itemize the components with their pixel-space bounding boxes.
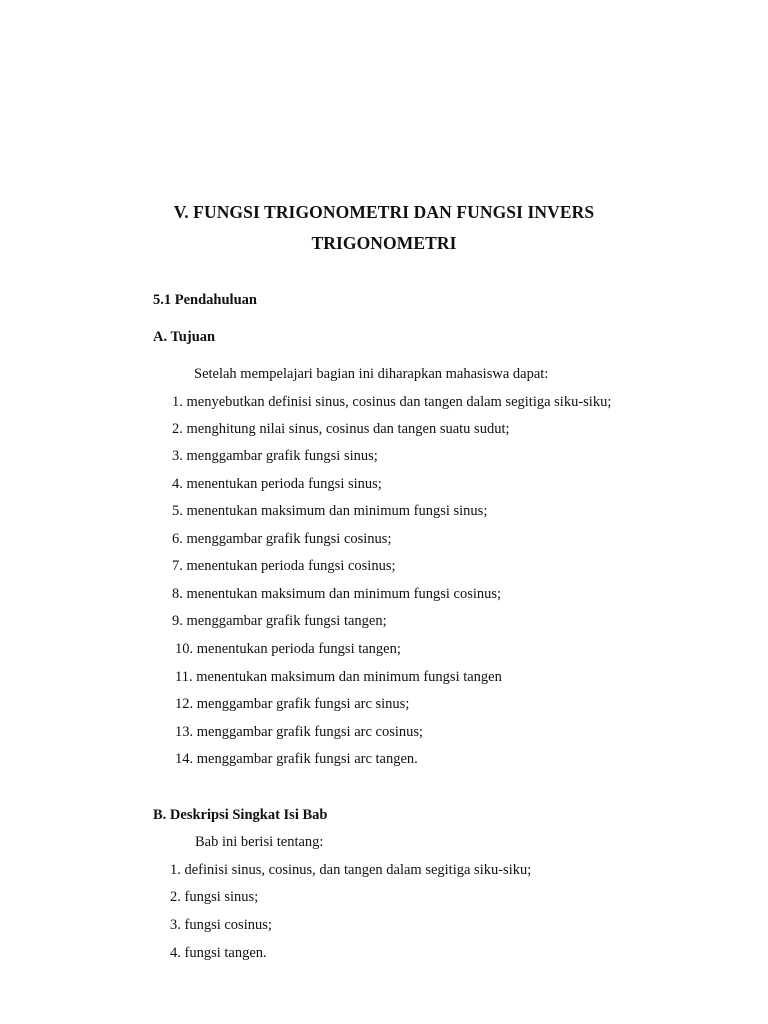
tujuan-item: 5. menentukan maksimum dan minimum fungsi sinus; — [172, 503, 488, 519]
tujuan-item: 3. menggambar grafik fungsi sinus; — [172, 448, 378, 464]
deskripsi-intro: Bab ini berisi tentang: — [195, 834, 324, 850]
tujuan-item: 8. menentukan maksimum dan minimum fungsi cosinus; — [172, 586, 502, 602]
tujuan-item: 10. menentukan perioda fungsi tangen; — [175, 641, 401, 657]
deskripsi-item: 3. fungsi cosinus; — [170, 917, 272, 933]
tujuan-item: 2. menghitung nilai sinus, cosinus dan tangen suatu sudut; — [172, 421, 510, 437]
tujuan-item: 13. menggambar grafik fungsi arc cosinus; — [175, 724, 424, 740]
deskripsi-item: 4. fungsi tangen. — [170, 945, 267, 961]
tujuan-item: 12. menggambar grafik fungsi arc sinus; — [175, 696, 410, 712]
chapter-title-line-2: TRIGONOMETRI — [311, 233, 457, 253]
tujuan-item: 4. menentukan perioda fungsi sinus; — [172, 476, 382, 492]
chapter-title-line-1: V. FUNGSI TRIGONOMETRI DAN FUNGSI INVERS — [173, 202, 595, 222]
section-heading: 5.1 Pendahuluan — [153, 292, 257, 308]
tujuan-item: 7. menentukan perioda fungsi cosinus; — [172, 558, 396, 574]
deskripsi-heading: B. Deskripsi Singkat Isi Bab — [153, 807, 328, 823]
tujuan-heading: A. Tujuan — [153, 329, 216, 345]
tujuan-item: 11. menentukan maksimum dan minimum fungsi tangen — [175, 669, 502, 685]
tujuan-intro: Setelah mempelajari bagian ini diharapkan mahasiswa dapat: — [194, 366, 549, 382]
tujuan-item: 14. menggambar grafik fungsi arc tangen. — [175, 751, 418, 767]
deskripsi-item: 2. fungsi sinus; — [170, 889, 259, 905]
deskripsi-item: 1. definisi sinus, cosinus, dan tangen dalam segitiga siku-siku; — [170, 862, 532, 878]
tujuan-item: 6. menggambar grafik fungsi cosinus; — [172, 531, 392, 547]
tujuan-item: 9. menggambar grafik fungsi tangen; — [172, 613, 387, 629]
tujuan-item: 1. menyebutkan definisi sinus, cosinus dan tangen dalam segitiga siku-siku; — [172, 394, 612, 410]
